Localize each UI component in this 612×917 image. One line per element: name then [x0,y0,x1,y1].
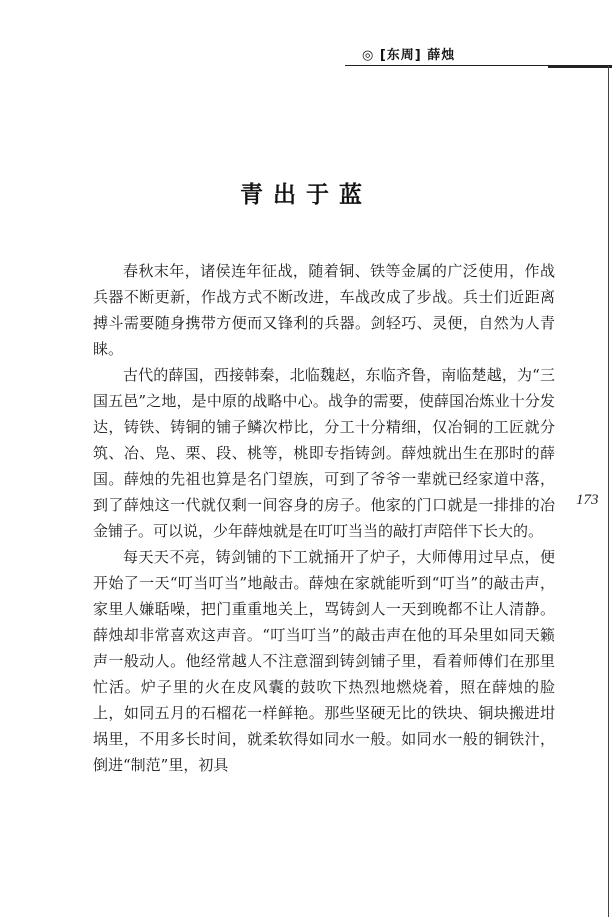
body-text [93,258,555,778]
edge-rule [548,66,612,68]
paragraph: 古代的薛国，西接韩秦，北临魏赵，东临齐鲁，南临楚越，为“三国五邑”之地，是中原的战略中心。战争的需要，使薛国冶炼业十分发达，铸铁、铸铜的铺子鳞次栉比，分工十分精细，仅冶铜的工匠就分筑、冶、凫、栗、段、桃等，桃即专指铸剑。薛烛就出生在那时的薛国。薛烛的先祖也算是名门望族，可到了爷爷一辈就已经家道中落，到了薛烛这一代就仅剩一间容身的房子。他家的门口就是一排排的冶金铺子。可以说，少年薛烛就是在叮叮当当的敲打声陪伴下长大的。 [93,366,555,540]
paragraph: 春秋末年，诸侯连年征战，随着铜、铁等金属的广泛使用，作战兵器不断更新，作战方式不断改进，车战改成了步战。兵士们近距离搏斗需要随身携带方便而又锋利的兵器。剑轻巧、灵便，自然为人青睐。 [93,262,555,358]
running-header: ◎ [东周] 薛烛 [362,48,456,63]
page-number: 173 [576,492,599,508]
chapter-title: 青出于蓝 [240,181,372,208]
paragraph: 每天天不亮，铸剑铺的下工就捅开了炉子，大师傅用过早点，便开始了一天“叮当叮当”地敲击。薛烛在家就能听到“叮当”的敲击声，家里人嫌聒噪，把门重重地关上，骂铸剑人一天到晚都不让人清静。薛烛却非常喜欢这声音。“叮当叮当”的敲击声在他的耳朵里如同天籁声一般动人。他经常越人不注意溜到铸剑铺子里，看着师傅们在那里忙活。炉子里的火在皮风囊的鼓吹下热烈地燃烧着，照在薛烛的脸上，如同五月的石榴花一样鲜艳。那些坚硬无比的铁块、铜块搬进坩埚里，不用多长时间，就柔软得如同水一般。如同水一般的铜铁汁，倒进“制范”里，初具 [93,548,555,774]
